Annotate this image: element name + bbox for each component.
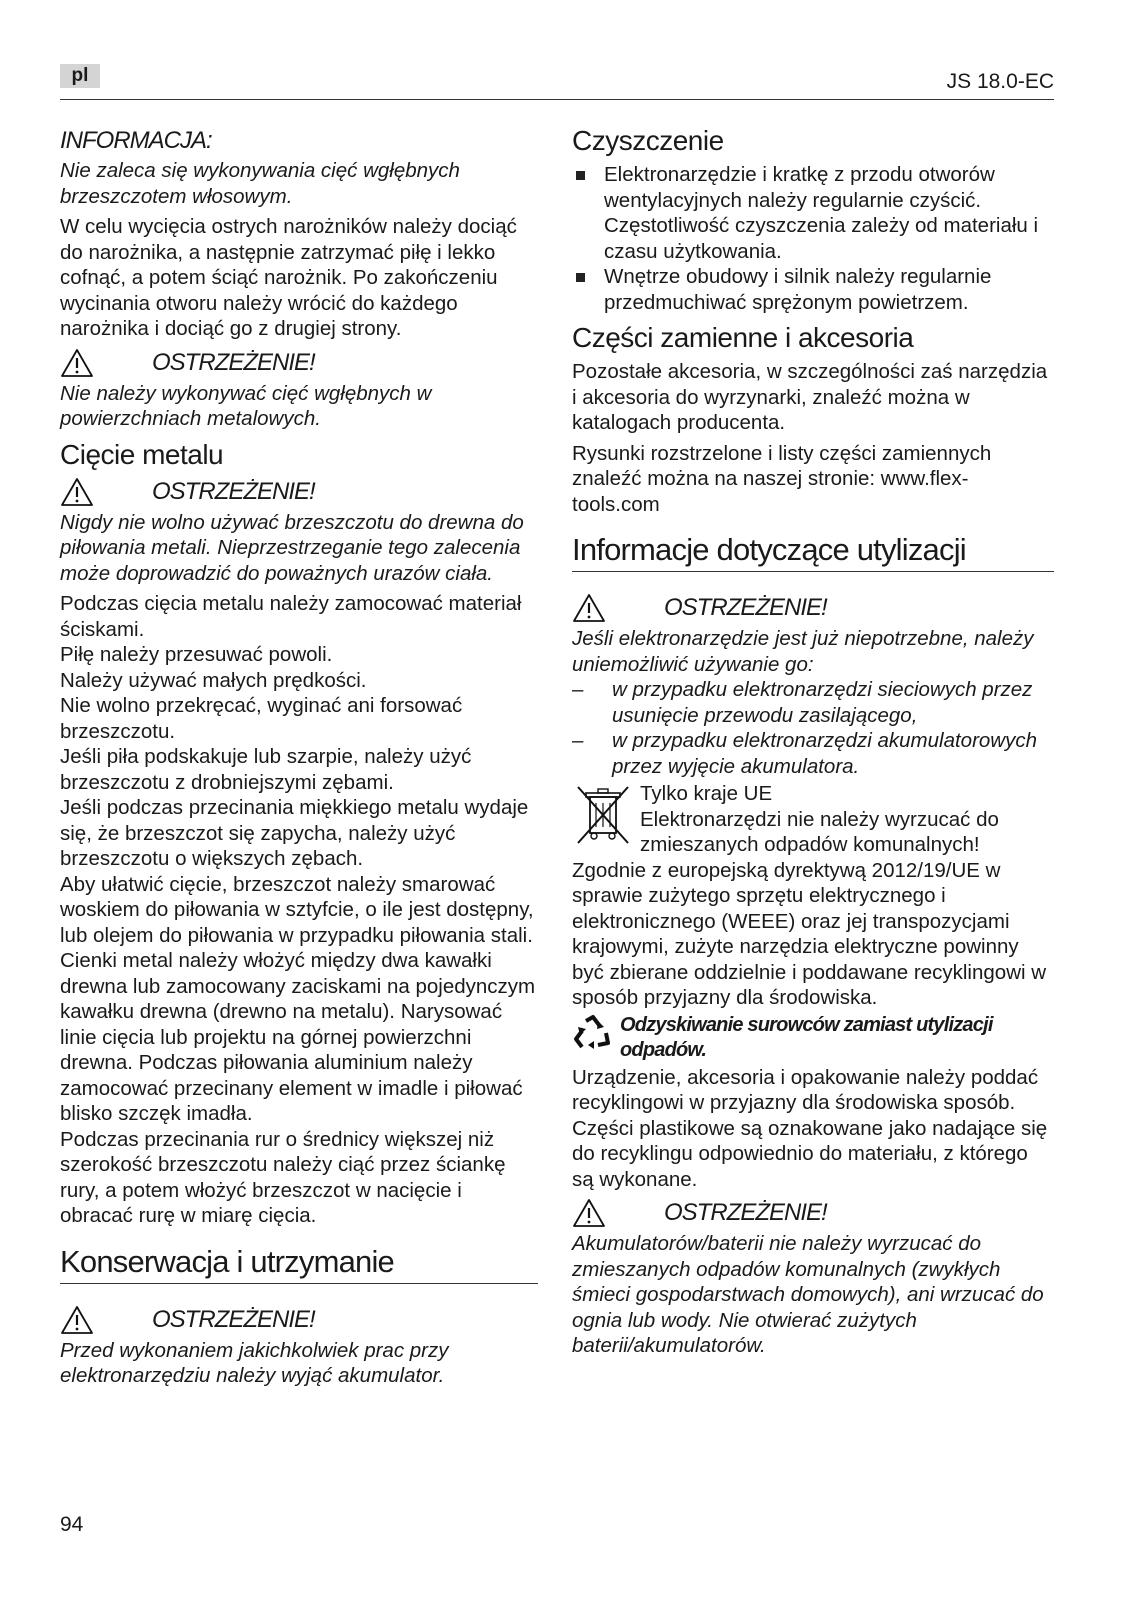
warning-text: Akumulatorów/baterii nie należy wyrzucać do zmieszanych odpadów komunalnych (zwykłych śmieci gospodarstwach domowych), ani wrzucać do ognia lub wody. Nie otwierać zużytych baterii/akumulatorów. (572, 1232, 1044, 1357)
right-column (572, 124, 1054, 1364)
paragraph: Aby ułatwić cięcie, brzeszczot należy smarować woskiem do piłowania w sztyfcie, o ile jest dostępny, lub olejem do piłowania w przypadku piłowania stali. (60, 872, 534, 947)
info-text: Nie zaleca się wykonywania cięć wgłębnych brzeszczotem włosowym. (60, 159, 460, 208)
paragraph: Cienki metal należy włożyć między dwa kawałki drewna lub zamocowany zaciskami na pojedynczym kawałku drewna (drewno na metalu). Narysować linie cięcia lub projektu na górnej powierzchni drewna. Podczas piłowania aluminium należy zamocować przecinany element w imadle i piłować blisko szczęk imadła. (60, 949, 536, 1125)
warning-block (60, 476, 538, 508)
section-heading-disposal: Informacje dotyczące utylizacji (572, 531, 1054, 572)
warning-triangle-icon (60, 1305, 94, 1335)
paragraph: Nie wolno przekręcać, wyginać ani forsować brzeszczotu. (60, 694, 463, 743)
warning-block (60, 1304, 538, 1336)
model-name: JS 18.0-EC (946, 70, 1054, 93)
paragraph: Jeśli podczas przecinania miękkiego metalu wydaje się, że brzeszczot się zapycha, należy użyć brzeszczotu o większych zębach. (60, 796, 529, 870)
section-heading-cleaning: Czyszczenie (572, 125, 724, 156)
left-column (60, 124, 538, 1394)
paragraph: Podczas cięcia metalu należy zamocować materiał ściskami. (60, 592, 522, 641)
warning-label: OSTRZEŻENIE! (152, 477, 315, 505)
section-heading-parts: Części zamienne i akcesoria (572, 322, 914, 353)
eu-only-label: Tylko kraje UE (640, 782, 773, 805)
section-heading-metal: Cięcie metalu (60, 438, 224, 470)
section-heading-maintenance: Konserwacja i utrzymanie (60, 1243, 538, 1284)
eu-text: Elektronarzędzi nie należy wyrzucać do zmieszanych odpadów komunalnych! (640, 807, 999, 856)
page-number: 94 (60, 1513, 84, 1536)
recycle-block (572, 1013, 1054, 1063)
cleaning-list (572, 162, 1054, 315)
weee-block (572, 781, 1054, 858)
warning-triangle-icon (60, 477, 94, 507)
recycle-heading: Odzyskiwanie surowców zamiast utylizacji odpadów. (620, 1013, 993, 1061)
paragraph: Należy używać małych prędkości. (60, 668, 367, 692)
paragraph: Pozostałe akcesoria, w szczególności zaś narzędzia i akcesoria do wyrzynarki, znaleźć można w katalogach producenta. (572, 360, 1048, 434)
recycle-icon (572, 1013, 614, 1055)
warning-text: Nigdy nie wolno używać brzeszczotu do drewna do piłowania metali. Nieprzestrzeganie tego zalecenia może doprowadzić do poważnych urazów ciała. (60, 510, 524, 585)
warning-text: Przed wykonaniem jakichkolwiek prac przy elektronarzędziu należy wyjąć akumulator. (60, 1338, 449, 1387)
warning-text: Jeśli elektronarzędzie jest już niepotrzebne, należy uniemożliwić używanie go: (572, 627, 1034, 676)
warning-block (60, 347, 538, 379)
list-item: – w przypadku elektronarzędzi sieciowych przez usunięcie przewodu zasilającego, (572, 677, 1054, 728)
paragraph: Piłę należy przesuwać powoli. (60, 643, 333, 666)
warning-label: OSTRZEŻENIE! (152, 348, 315, 376)
disposal-list (572, 677, 1054, 779)
corners-text: W celu wycięcia ostrych narożników należy dociąć do narożnika, a następnie zatrzymać piłę i lekko cofnąć, a potem ściąć narożnik. Po zakończeniu wycinania otworu należy wrócić do każdego narożnika i dociąć go z drugiej strony. (60, 215, 517, 340)
warning-triangle-icon (60, 348, 94, 378)
list-item: Elektronarzędzie i kratkę z przodu otworów wentylacyjnych należy regularnie czyścić. Częstotliwość czyszczenia zależy od materiału i czasu użytkowania. (572, 162, 1054, 264)
crossed-bin-icon (572, 783, 634, 847)
list-item: Wnętrze obudowy i silnik należy regularnie przedmuchiwać sprężonym powietrzem. (572, 264, 1054, 315)
warning-block (572, 592, 1054, 624)
warning-label: OSTRZEŻENIE! (152, 1305, 315, 1333)
warning-label: OSTRZEŻENIE! (664, 1199, 827, 1226)
warning-block (572, 1197, 1054, 1229)
paragraph: Jeśli piła podskakuje lub szarpie, należy użyć brzeszczotu z drobniejszymi zębami. (60, 745, 472, 794)
warning-label: OSTRZEŻENIE! (664, 594, 827, 621)
info-label: INFORMACJA: (60, 127, 212, 154)
header-rule (60, 99, 1054, 100)
warning-triangle-icon (572, 1198, 606, 1228)
paragraph: Rysunki rozstrzelone i listy części zamiennych znaleźć można na naszej stronie: www.flex-tools.com (572, 441, 992, 516)
paragraph: Podczas przecinania rur o średnicy większej niż szerokość brzeszczotu należy ciąć przez ściankę rury, a potem włożyć brzeszczot w nacięcie i obracać rurę w miarę cięcia. (60, 1127, 506, 1227)
recycle-text: Urządzenie, akcesoria i opakowanie należy poddać recyklingowi w przyjazny dla środowiska sposób. Części plastikowe są oznakowane jako nadające się do recyklingu odpowiednio do materiału, z którego są wykonane. (572, 1065, 1048, 1191)
warning-text: Nie należy wykonywać cięć wgłębnych w powierzchniach metalowych. (60, 381, 432, 430)
language-badge: pl (60, 64, 100, 88)
directive-text: Zgodnie z europejską dyrektywą 2012/19/UE w sprawie zużytego sprzętu elektrycznego i elektronicznego (WEEE) oraz jej transpozycjami krajowymi, zużyte narzędzia elektryczne powinny być zbierane oddzielnie i poddawane recyklingowi w sposób przyjazny dla środowiska. (572, 858, 1047, 1009)
warning-triangle-icon (572, 593, 606, 623)
list-item: – w przypadku elektronarzędzi akumulatorowych przez wyjęcie akumulatora. (572, 728, 1054, 779)
